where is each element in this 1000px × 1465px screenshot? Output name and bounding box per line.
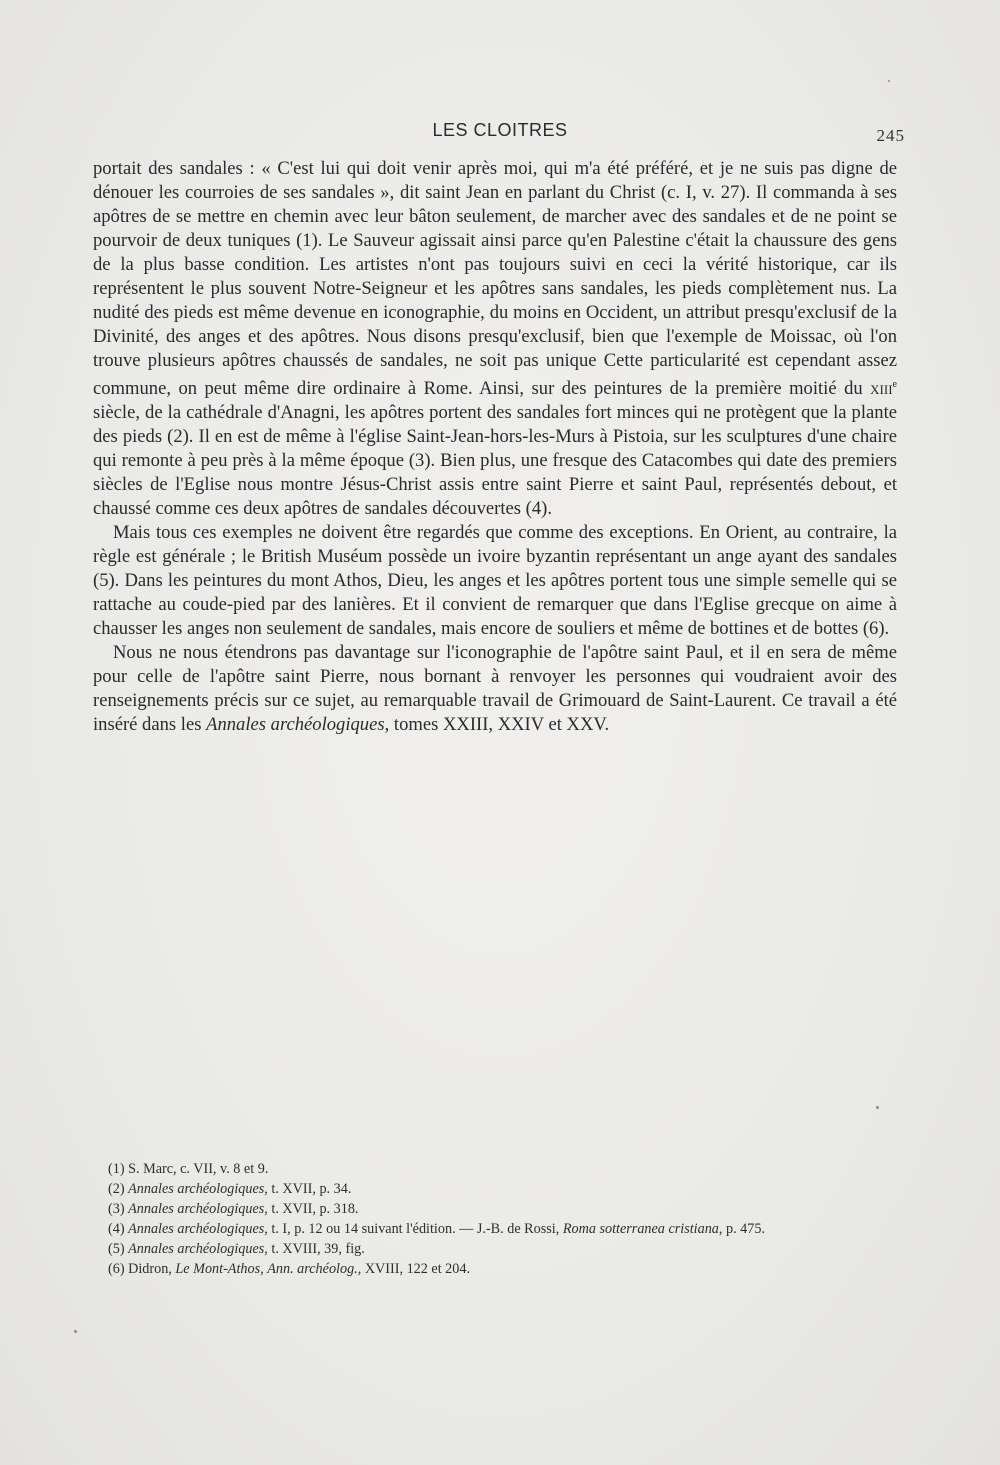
footnotes — [108, 1159, 898, 1279]
footnote-4 — [108, 1219, 898, 1239]
footnote-6-italic: Le Mont-Athos — [175, 1261, 261, 1277]
footnote-2-number: (2) — [108, 1181, 125, 1197]
footnote-4-italic-2: Roma sotterranea cristiana — [562, 1221, 719, 1237]
footnote-4-text-2: , p. 475. — [718, 1221, 765, 1237]
footnote-5-text: , t. XVIII, 39, fig. — [264, 1241, 365, 1257]
footnote-3-italic: Annales archéologiques — [128, 1201, 265, 1217]
footnote-2-italic: Annales archéologiques — [128, 1181, 265, 1197]
page-number: 245 — [876, 126, 905, 145]
footnote-6-number: (6) — [108, 1261, 125, 1277]
footnote-6-italic-2: Ann. archéolog. — [267, 1261, 358, 1277]
paragraph-3 — [93, 641, 897, 737]
paragraph-1-text-a: portait des sandales : « C'est lui qui doit venir après moi, qui m'a été préféré, et je ne suis pas digne de dénouer les courroies de ses sandales », dit saint Jean en parlant du Christ (c. I, v. 27). Il commanda à ses apôtres de se mettre en chemin avec leur bâton seulement, de marcher avec des sandales et de ne point se pourvoir de deux tuniques (1). Le Sauveur agissait ainsi parce qu'en Palestine c'était la chaussure des gens de la plus basse condition. Les artistes n'ont pas toujours suivi en ceci la vérité historique, car ils représentent le plus souvent Notre-Seigneur et les apôtres sans sandales, les pieds complètement nus. La nudité des pieds est même devenue en iconographie, du moins en Occident, un attribut presqu'exclusif de la Divinité, des anges et des apôtres. Nous disons presqu'exclusif, bien que l'exemple de Moissac, où l'on trouve plusieurs apôtres chaussés de sandales, ne soit pas unique Cette particularité est cependant assez commune, on peut même dire ordinaire à Rome. Ainsi, sur des peintures de la première moitié du — [93, 158, 897, 400]
century-numeral: xiii — [870, 378, 893, 400]
footnote-5-italic: Annales archéologiques — [128, 1241, 265, 1257]
paragraph-1-text-b: siècle, de la cathédrale d'Anagni, les apôtres portent des sandales fort minces qui ne protègent que la plante des pieds (2). Il en est de même à l'église Saint-Jean-hors-les-Murs à Pistoia, sur les sculptures d'une chaire qui remonte à peu près à la même époque (3). Bien plus, une fresque des Catacombes qui date des premiers siècles de l'Eglise nous montre Jésus-Christ assis entre saint Pierre et saint Paul, représentés debout, et chaussé comme ces deux apôtres de sandales découvertes (4). — [93, 402, 897, 520]
footnote-4-text: , t. I, p. 12 ou 14 suivant l'édition. — J.-B. de Rossi, — [264, 1221, 563, 1237]
footnote-4-italic: Annales archéologiques — [128, 1221, 265, 1237]
footnote-4-number: (4) — [108, 1221, 125, 1237]
paper-speck — [876, 1106, 879, 1109]
running-title: LES CLOITRES — [432, 120, 568, 140]
paragraph-3-italic-title: Annales archéologiques — [206, 714, 385, 736]
century-superscript: e — [892, 379, 897, 390]
footnote-1 — [108, 1159, 898, 1179]
footnote-1-text: S. Marc, c. VII, v. 8 et 9. — [128, 1161, 269, 1177]
paper-speck — [74, 1330, 77, 1333]
footnote-2-text: , t. XVII, p. 34. — [264, 1181, 352, 1197]
footnote-5 — [108, 1239, 898, 1259]
footnote-6-text-2: , — [260, 1261, 268, 1277]
footnote-3 — [108, 1199, 898, 1219]
paper-speck — [888, 80, 890, 82]
footnote-6 — [108, 1259, 898, 1279]
footnote-3-number: (3) — [108, 1201, 125, 1217]
paragraph-3-text-a: Nous ne nous étendrons pas davantage sur l'iconographie de l'apôtre saint Paul, et il en sera de même pour celle de l'apôtre saint Pierre, nous bornant à renvoyer les personnes qui voudraient avoir des renseignements précis sur ce sujet, au remarquable travail de Grimouard de Saint-Laurent. Ce travail a été inséré dans les — [93, 642, 897, 736]
paragraph-3-text-b: , tomes XXIII, XXIV et XXV. — [384, 714, 610, 736]
footnote-3-text: , t. XVII, p. 318. — [264, 1201, 359, 1217]
footnote-5-number: (5) — [108, 1241, 125, 1257]
paragraph-2: Mais tous ces exemples ne doivent être regardés que comme des exceptions. En Orient, au contraire, la règle est générale ; le British Muséum possède un ivoire byzantin représentant un ange ayant des sandales (5). Dans les peintures du mont Athos, Dieu, les anges et les apôtres portent tous une simple semelle qui se rattache au coude-pied par des lanières. Et il convient de remarquer que dans l'Eglise grecque on aime à chausser les anges non seulement de sandales, mais encore de souliers et même de bottines et de bottes (6). — [93, 522, 897, 640]
footnote-6-text: Didron, — [128, 1261, 176, 1277]
footnote-1-number: (1) — [108, 1161, 125, 1177]
paragraph-1 — [93, 157, 897, 521]
footnote-6-text-3: , XVIII, 122 et 204. — [357, 1261, 471, 1277]
footnote-2 — [108, 1179, 898, 1199]
main-text — [93, 157, 897, 737]
